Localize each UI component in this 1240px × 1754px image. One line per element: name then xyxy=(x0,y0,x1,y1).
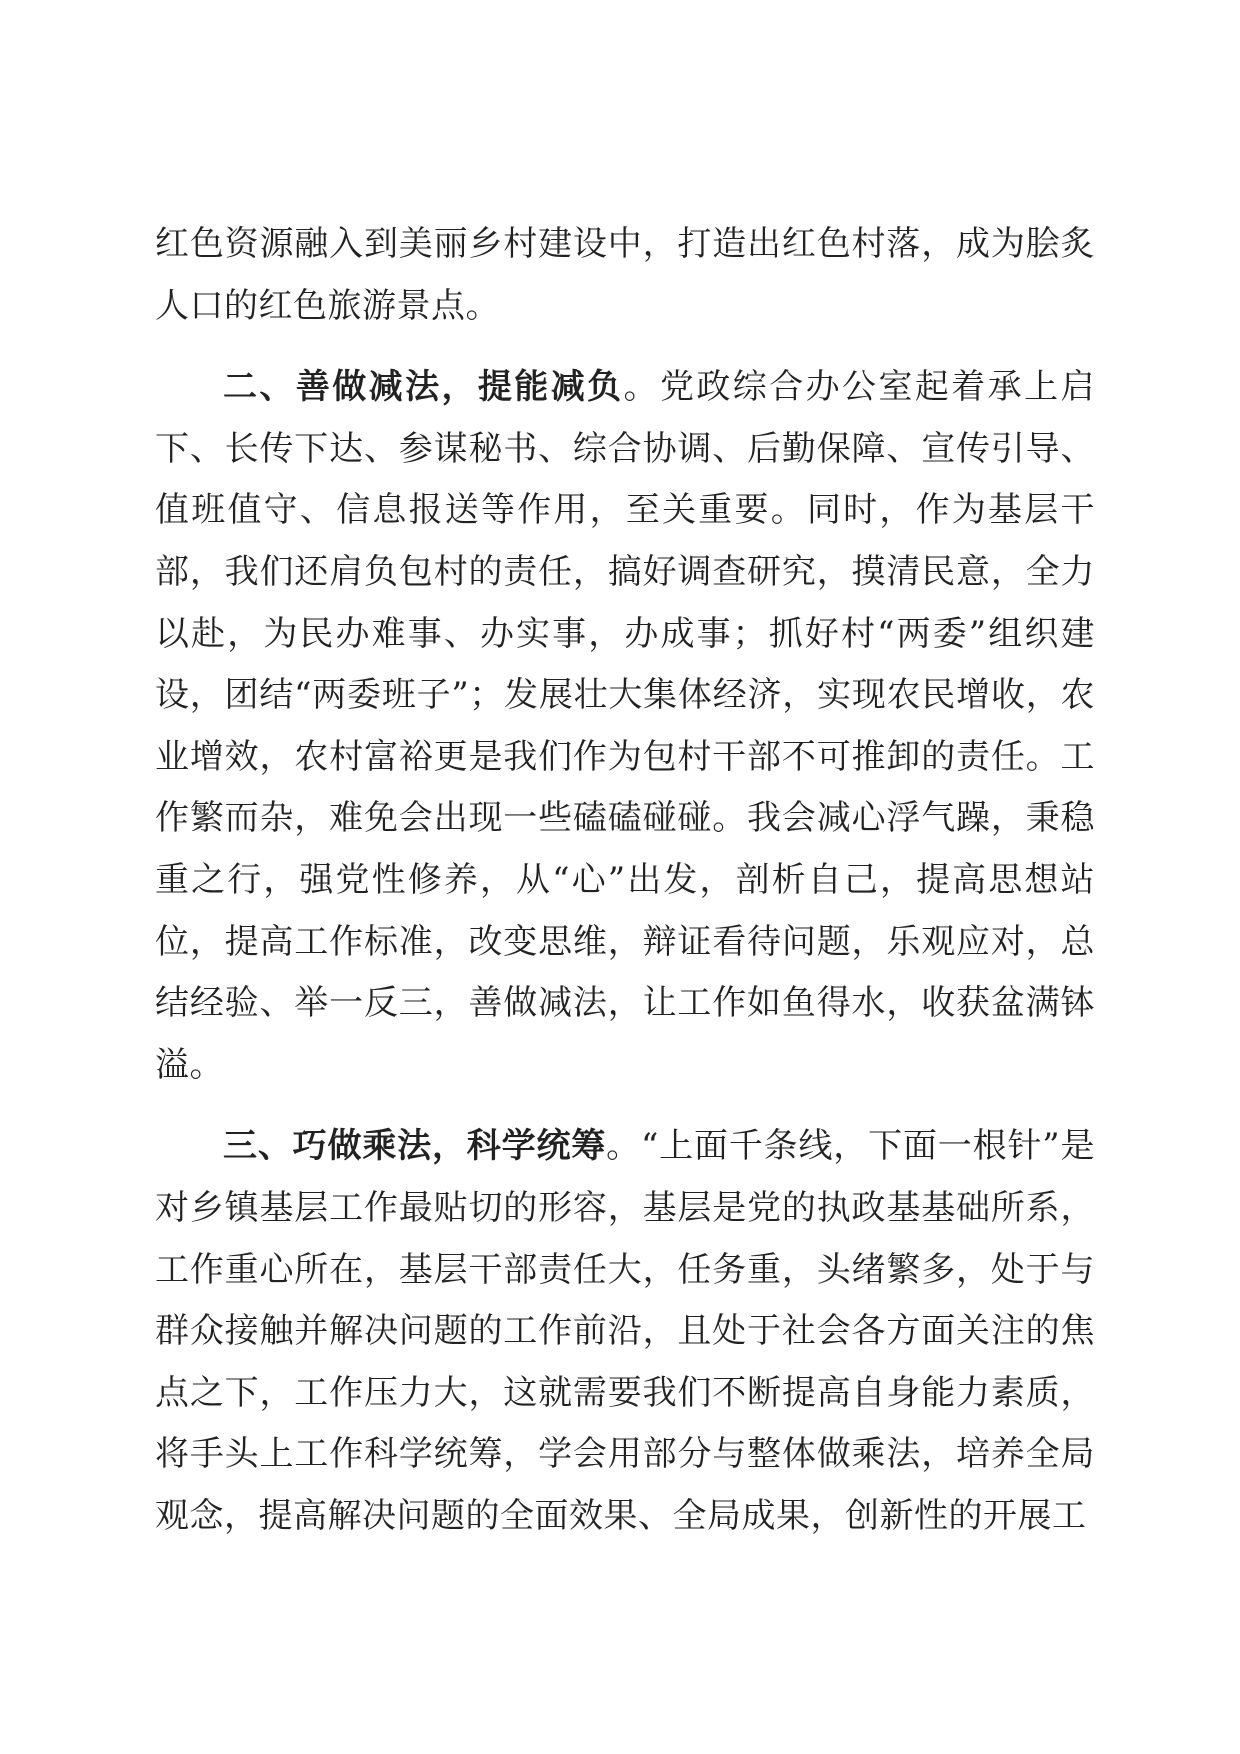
paragraph-section-two xyxy=(155,357,1095,1096)
section-heading: 三、巧做乘法，科学统筹 xyxy=(223,1126,607,1167)
paragraph-continuation xyxy=(155,214,1095,337)
paragraph-body: 。“上面千条线，下面一根针”是对乡镇基层工作最贴切的形容，基层是党的执政基基础所系，工作重心所在，基层干部责任大，任务重，头绪繁多，处于与群众接触并解决问题的工作前沿，且处于社会各方面关注的焦点之下，工作压力大，这就需要我们不断提高自身能力素质，将手头上工作科学统筹，学会用部分与整体做乘法，培养全局观念，提高解决问题的全面效果、全局成果，创新性的开展工 xyxy=(155,1126,1095,1536)
paragraph-body: 。党政综合办公室起着承上启下、长传下达、参谋秘书、综合协调、后勤保障、宣传引导、值班值守、信息报送等作用，至关重要。同时，作为基层干部，我们还肩负包村的责任，搞好调查研究，摸清民意，全力以赴，为民办难事、办实事，办成事；抓好村“两委”组织建设，团结“两委班子”；发展壮大集体经济，实现农民增收，农业增效，农村富裕更是我们作为包村干部不可推卸的责任。工作繁而杂，难免会出现一些磕磕碰碰。我会减心浮气躁，秉稳重之行，强党性修养，从“心”出发，剖析自己，提高思想站位，提高工作标准，改变思维，辩证看待问题，乐观应对，总结经验、举一反三，善做减法，让工作如鱼得水，收获盆满钵溢。 xyxy=(155,367,1096,1085)
paragraph-section-three xyxy=(155,1116,1095,1547)
document-body xyxy=(155,214,1095,1567)
section-heading: 二、善做减法，提能减负 xyxy=(223,367,624,408)
paragraph-body: 红色资源融入到美丽乡村建设中，打造出红色村落，成为脍炙人口的红色旅游景点。 xyxy=(155,224,1095,326)
